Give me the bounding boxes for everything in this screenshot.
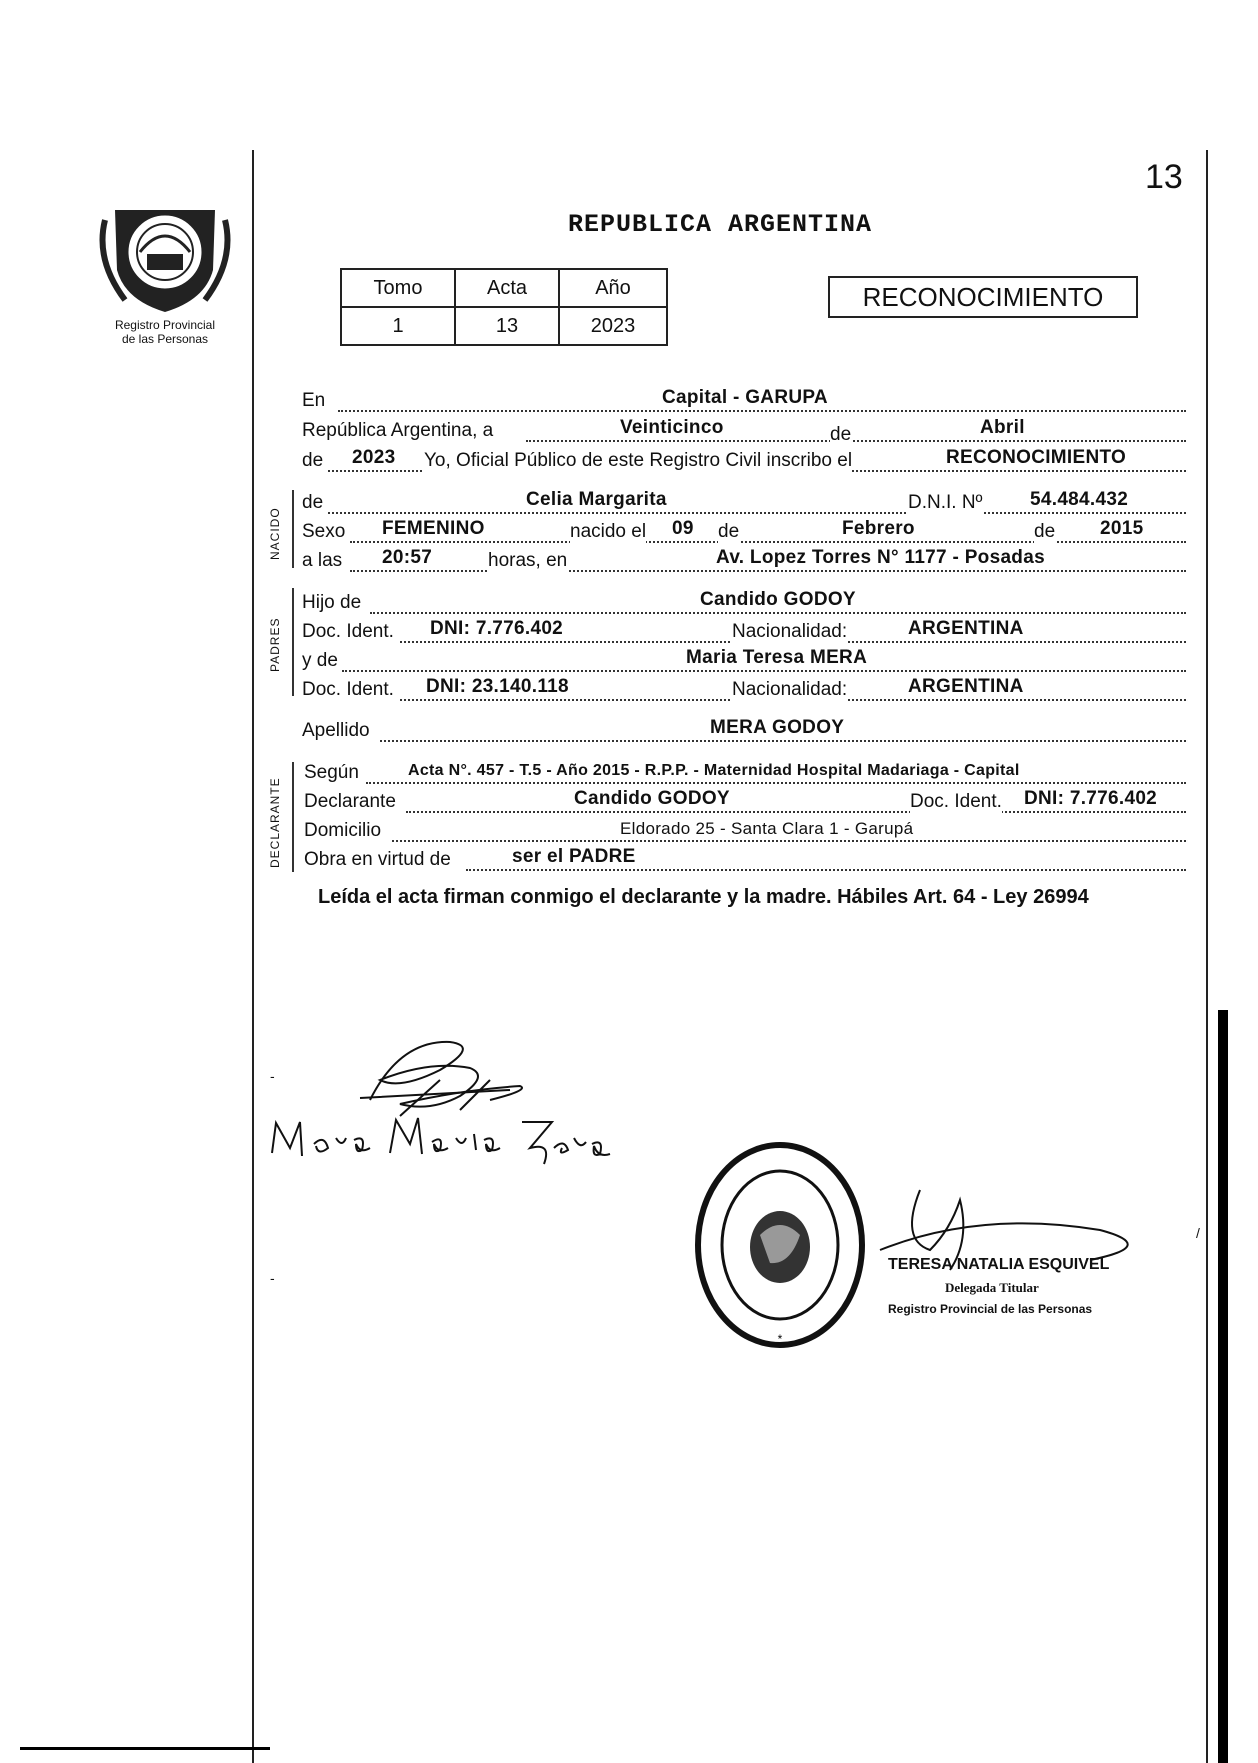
side-label-nacido: NACIDO	[268, 507, 282, 560]
closing-text: Leída el acta firman conmigo el declarante y la madre. Hábiles Art. 64 - Ley 26994	[318, 886, 1089, 908]
row-apellido	[300, 718, 1186, 744]
label-de-2: de	[1034, 519, 1055, 545]
label-horas-en: horas, en	[488, 548, 567, 574]
value-dni: 54.484.432	[1030, 489, 1129, 510]
record-header-acta: Acta	[455, 269, 559, 307]
value-anio-nacimiento: 2015	[1100, 518, 1144, 539]
value-doc-padre: DNI: 7.776.402	[430, 618, 564, 639]
value-hora: 20:57	[382, 547, 433, 568]
value-domicilio: Eldorado 25 - Santa Clara 1 - Garupá	[620, 819, 914, 838]
value-segun: Acta N°. 457 - T.5 - Año 2015 - R.P.P. - Maternidad Hospital Madariaga - Capital	[408, 762, 1020, 779]
value-year: 2023	[352, 447, 396, 468]
value-lugar-nacimiento: Av. Lopez Torres N° 1177 - Posadas	[716, 547, 1045, 568]
value-declarante: Candido GODOY	[574, 788, 730, 809]
value-mes: Abril	[980, 417, 1025, 438]
label-republica: República Argentina, a	[302, 418, 493, 444]
label-nacido-el: nacido el	[570, 519, 646, 545]
bracket-nacido	[292, 490, 294, 568]
right-edge-bar	[1218, 1010, 1228, 1763]
bracket-declarante	[292, 762, 294, 872]
logo-caption-line2: de las Personas	[121, 332, 209, 346]
margin-tick: -	[270, 1068, 275, 1084]
row-hora	[300, 548, 1186, 574]
value-obra: ser el PADRE	[512, 846, 636, 867]
value-tipo-inscripcion: RECONOCIMIENTO	[946, 447, 1127, 468]
label-segun: Según	[304, 760, 359, 786]
side-label-declarante: DECLARANTE	[268, 777, 282, 868]
value-nacionalidad-madre: ARGENTINA	[908, 676, 1024, 697]
label-en: En	[302, 388, 325, 414]
label-doc-ident-declarante: Doc. Ident.	[910, 789, 1002, 815]
margin-tick: -	[270, 1270, 275, 1286]
row-padre-doc	[300, 619, 1186, 645]
label-sexo: Sexo	[302, 519, 345, 545]
record-header-ano: Año	[559, 269, 667, 307]
row-republica	[300, 418, 1186, 444]
record-table	[340, 268, 668, 346]
logo-caption-line1: Registro Provincial	[114, 318, 216, 332]
row-sexo	[300, 519, 1186, 545]
official-name: TERESA NATALIA ESQUIVEL	[888, 1256, 1110, 1273]
record-type-box: RECONOCIMIENTO	[828, 276, 1138, 318]
label-obra: Obra en virtud de	[304, 847, 451, 873]
value-nacionalidad-padre: ARGENTINA	[908, 618, 1024, 639]
label-declarante: Declarante	[304, 789, 396, 815]
label-a-las: a las	[302, 548, 342, 574]
record-value-acta: 13	[455, 307, 559, 345]
value-doc-madre: DNI: 23.140.118	[426, 676, 569, 697]
country-title: REPUBLICA ARGENTINA	[567, 210, 873, 239]
label-apellido: Apellido	[302, 718, 370, 744]
row-madre	[300, 648, 1186, 674]
value-doc-declarante: DNI: 7.776.402	[1024, 788, 1158, 809]
value-nombre: Celia Margarita	[526, 489, 667, 510]
record-header-tomo: Tomo	[341, 269, 455, 307]
value-madre: Maria Teresa MERA	[686, 647, 868, 668]
label-nacionalidad-padre: Nacionalidad:	[732, 619, 847, 645]
value-dia-nacimiento: 09	[672, 518, 694, 539]
label-dni: D.N.I. Nº	[908, 490, 983, 516]
official-role: Delegada Titular	[945, 1280, 1039, 1295]
row-obra	[300, 847, 1186, 873]
row-domicilio	[300, 818, 1186, 844]
row-en	[300, 388, 1186, 414]
value-lugar: Capital - GARUPA	[662, 387, 828, 408]
margin-tick: /	[1196, 1225, 1200, 1241]
text-oficial: Yo, Oficial Público de este Registro Civil inscribo el	[424, 448, 852, 474]
row-madre-doc	[300, 677, 1186, 703]
label-y-de: y de	[302, 648, 338, 674]
logo-caption	[80, 318, 250, 346]
label-nacionalidad-madre: Nacionalidad:	[732, 677, 847, 703]
value-dia: Veinticinco	[620, 417, 724, 438]
value-mes-nacimiento: Febrero	[842, 518, 915, 539]
bracket-padres	[292, 588, 294, 696]
row-declarante	[300, 789, 1186, 815]
label-doc-ident-padre: Doc. Ident.	[302, 619, 394, 645]
mother-signature	[262, 1108, 612, 1178]
side-label-padres: PADRES	[268, 617, 282, 672]
official-stamp	[690, 1135, 870, 1360]
label-hijo-de: Hijo de	[302, 590, 361, 616]
row-nombre	[300, 490, 1186, 516]
right-margin-rule	[1206, 150, 1208, 1763]
label-de-nombre: de	[302, 490, 323, 516]
svg-text:*: *	[777, 1332, 783, 1346]
label-de: de	[830, 422, 851, 448]
record-value-ano: 2023	[559, 307, 667, 345]
bottom-left-rule	[20, 1747, 270, 1750]
record-value-tomo: 1	[341, 307, 455, 345]
value-apellido: MERA GODOY	[710, 717, 845, 738]
label-doc-ident-madre: Doc. Ident.	[302, 677, 394, 703]
label-de-1: de	[718, 519, 739, 545]
row-padre	[300, 590, 1186, 616]
official-org: Registro Provincial de las Personas	[888, 1302, 1093, 1316]
left-margin-rule	[252, 150, 254, 1763]
value-padre: Candido GODOY	[700, 589, 856, 610]
row-segun	[300, 760, 1186, 786]
row-year	[300, 448, 1186, 474]
page-number: 13	[1145, 158, 1183, 196]
value-sexo: FEMENINO	[382, 518, 485, 539]
label-domicilio: Domicilio	[304, 818, 381, 844]
label-de-year: de	[302, 448, 323, 474]
